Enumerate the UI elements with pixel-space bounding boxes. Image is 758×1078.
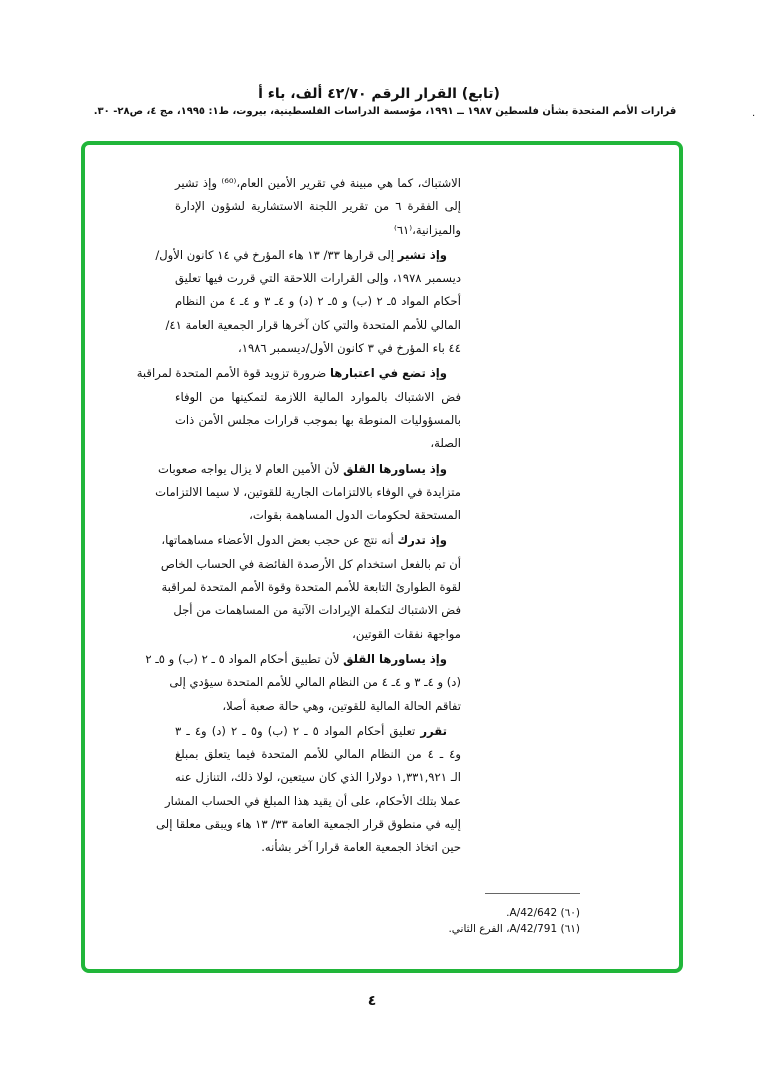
text-line <box>169 671 461 694</box>
line-text: عملا بتلك الأحكام، على أن يقيد هذا المبلغ في الحساب المشار <box>165 793 461 808</box>
line-text: (د) و ٤ـ ٣ و ٤ـ ٤ من النظام المالي للأمم المتحدة سيؤدي إلى <box>169 675 461 690</box>
text-line <box>175 219 461 242</box>
page-number: ٤ <box>367 993 377 1009</box>
line-text: أن تم بالفعل استخدام كل الأرصدة الفائضة في الحساب الخاص <box>160 556 461 571</box>
text-line <box>175 409 461 432</box>
line-text: إلى الفقرة ٦ من تقرير اللجنة الاستشارية لشؤون الإدارة <box>175 199 461 214</box>
footnote-divider <box>485 893 580 894</box>
text-line <box>158 458 461 481</box>
line-text: لقوة الطوارئ التابعة للأمم المتحدة وقوة الأمم المتحدة لمراقبة <box>161 580 461 595</box>
text-line <box>175 720 461 743</box>
line-text: تعليق أحكام المواد ٥ ـ ٢ (ب) و٥ ـ ٢ (د) و٤ ـ ٣ <box>175 723 421 738</box>
line-text: ضرورة تزويد قوة الأمم المتحدة لمراقبة <box>136 366 330 381</box>
text-line <box>165 314 461 337</box>
line-text: الـ ١,٣٣١,٩٢١ دولارا الذي كان سيتعين، لولا ذلك، التنازل عنه <box>175 770 461 785</box>
line-text: أحكام المواد ٥ـ ٢ (ب) و ٥ـ ٢ (د) و ٤ـ ٣ و ٤ـ ٤ من النظام <box>175 294 461 309</box>
text-line <box>175 337 461 360</box>
paragraph-lead: وإذ تدرك <box>397 533 447 548</box>
text-line <box>175 743 461 766</box>
text-line <box>175 195 461 218</box>
text-line <box>175 290 461 313</box>
footnotes <box>380 905 580 937</box>
line-text: تفاقم الحالة المالية للقوتين، وهي حالة صعبة أصلا، <box>222 698 461 713</box>
line-text: و٤ ـ ٤ من النظام المالي للأمم المتحدة فيما يتعلق بمبلغ <box>175 747 461 762</box>
footnote-60: (٦٠) A/42/642. <box>506 907 580 919</box>
line-text: فض الاشتباك لتكملة الإيرادات الآتية من المساهمات من أجل <box>173 603 461 618</box>
text-line <box>156 813 461 836</box>
text-line <box>155 244 461 267</box>
text-line <box>145 648 461 671</box>
text-line <box>175 172 461 195</box>
stray-mark: . <box>752 108 756 119</box>
line-text: لأن تطبيق أحكام المواد ٥ ـ ٢ (ب) و ٥ـ ٢ <box>145 651 344 666</box>
paragraph <box>175 172 461 242</box>
text-line <box>161 576 461 599</box>
line-text: لأن الأمين العام لا يزال يواجه صعوبات <box>158 461 344 476</box>
resolution-text <box>136 172 461 862</box>
text-line <box>175 504 461 527</box>
paragraph <box>155 244 461 360</box>
text-line <box>175 386 461 409</box>
paragraph <box>156 720 461 860</box>
line-text: الاشتباك، كما هي مبينة في تقرير الأمين العام،⁽⁶⁰⁾ وإذ تشير <box>175 176 461 190</box>
text-line <box>161 529 461 552</box>
paragraph-lead: وإذ تشير <box>397 247 447 262</box>
text-line <box>155 481 461 504</box>
text-line <box>175 599 461 622</box>
paragraph-lead: وإذ يساورها القلق <box>343 461 447 476</box>
line-text: ٤٤ باء المؤرخ في ٣ كانون الأول/ديسمبر ١٩٨٦، <box>238 341 461 356</box>
line-text: متزايدة في الوفاء بالالتزامات الجارية للقوتين، لا سيما الالتزامات <box>155 484 461 499</box>
line-text: إلى قرارها ٣٣/ ١٣ هاء المؤرخ في ١٤ كانون الأول/ <box>155 247 398 262</box>
paragraph-lead: وإذ تضع في اعتبارها <box>329 366 447 381</box>
text-line <box>175 766 461 789</box>
text-line <box>175 267 461 290</box>
paragraph <box>160 529 461 645</box>
text-line <box>175 623 461 646</box>
text-line <box>165 790 461 813</box>
paragraph-lead: وإذ يساورها القلق <box>343 651 447 666</box>
text-line <box>160 553 461 576</box>
line-text: حين اتخاذ الجمعية العامة قرارا آخر بشأنه. <box>261 840 461 855</box>
line-text: بالمسؤوليات المنوطة بها بموجب قرارات مجلس الأمن ذات <box>175 412 461 427</box>
paragraph-lead: تقرر <box>420 723 447 738</box>
text-line <box>175 432 461 455</box>
text-line <box>136 362 461 385</box>
line-text: المالي للأمم المتحدة والتي كان آخرها قرار الجمعية العامة ٤١/ <box>165 317 461 332</box>
line-text: ديسمبر ١٩٧٨، وإلى القرارات اللاحقة التي قررت فيها تعليق <box>175 271 461 286</box>
text-line <box>175 836 461 859</box>
line-text: إليه في منطوق قرار الجمعية العامة ٣٣/ ١٣ هاء ويبقى معلقا إلى <box>156 817 461 832</box>
paragraph <box>155 458 461 528</box>
line-text: المستحقة لحكومات الدول المساهمة بقوات، <box>249 508 461 523</box>
line-text: أنه نتج عن حجب بعض الدول الأعضاء مساهماتها، <box>161 533 398 548</box>
paragraph <box>136 362 461 455</box>
page-title: (تابع) القرار الرقم ٤٢/٧٠ ألف، باء أ <box>258 86 500 102</box>
text-line <box>175 695 461 718</box>
paragraph <box>145 648 461 718</box>
line-text: والميزانية،⁽٦١⁾ <box>393 222 461 237</box>
footnote-61: (٦١) A/42/791، الفرع الثاني. <box>448 923 580 935</box>
source-citation: قرارات الأمم المتحدة بشأن فلسطين ١٩٨٧ ــ ١٩٩١، مؤسسة الدراسات الفلسطينية، بيروت، ط١: ١٩٩٥، مج ٤، ص٢٨- ٣٠. <box>93 106 677 117</box>
line-text: الصلة، <box>430 436 461 451</box>
line-text: مواجهة نفقات القوتين، <box>352 626 461 641</box>
line-text: فض الاشتباك بالموارد المالية اللازمة لتمكينها من الوفاء <box>175 389 461 404</box>
